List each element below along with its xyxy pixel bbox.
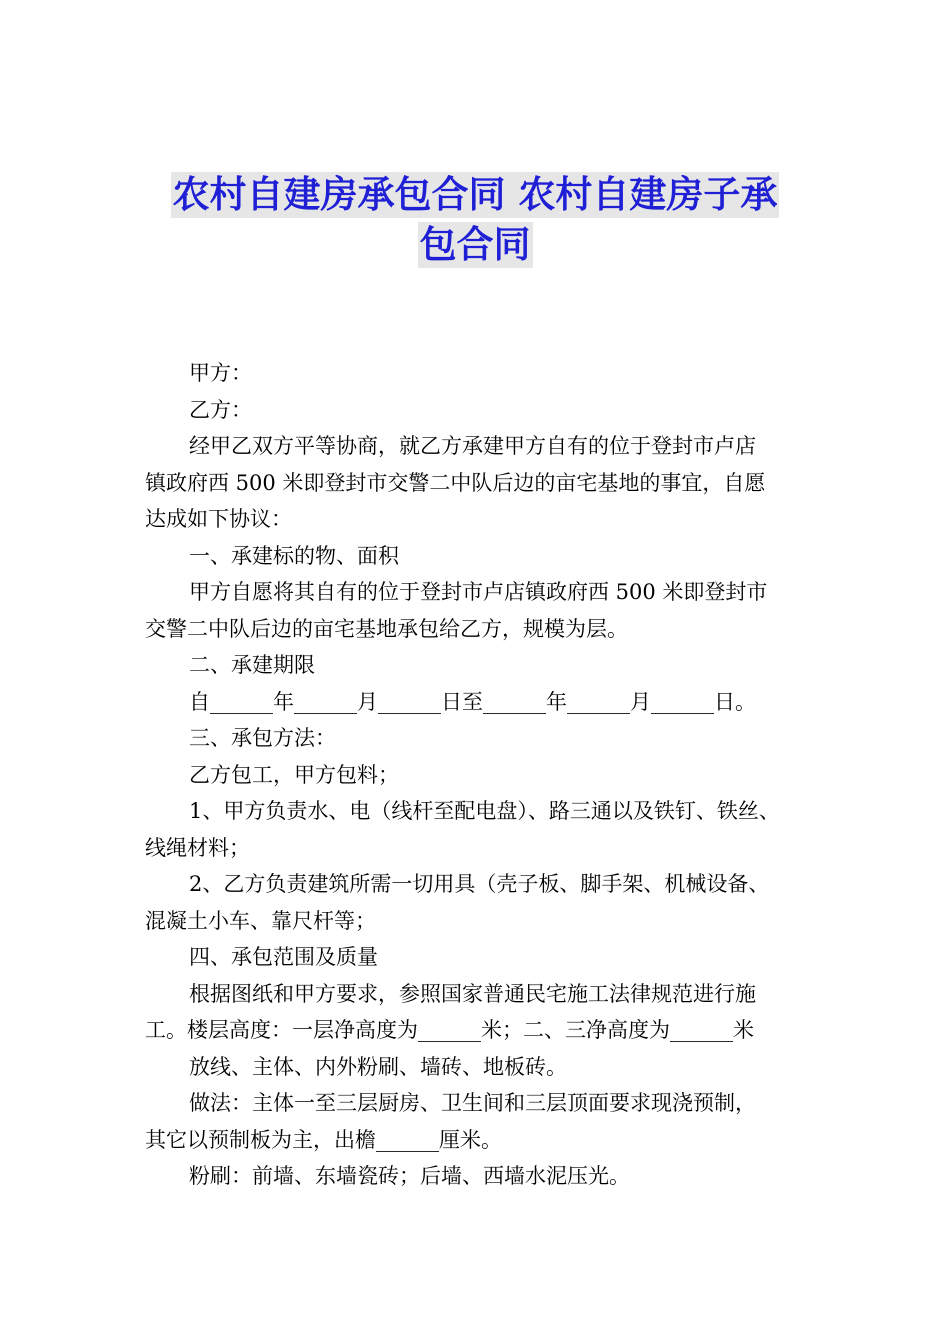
body-line: 经甲乙双方平等协商，就乙方承建甲方自有的位于登封市卢店 [189,434,756,458]
title-line-2: 包合同 [419,223,531,266]
body-line: 自______年______月______日至______年______月______日。 [189,689,756,714]
body-line: 2、乙方负责建筑所需一切用具（壳子板、脚手架、机械设备、 [189,872,770,896]
document-title [0,172,950,272]
document-body [145,355,825,1195]
body-line: 混凝土小车、靠尺杆等； [145,908,376,933]
section-heading: 二、承建期限 [189,653,315,677]
body-line: 交警二中队后边的亩宅基地承包给乙方，规模为层。 [145,616,628,641]
body-line: 其它以预制板为主，出檐______厘米。 [145,1127,502,1152]
body-line: 1、甲方负责水、电（线杆至配电盘）、路三通以及铁钉、铁丝、 [189,799,780,823]
body-line: 达成如下协议： [145,507,292,531]
body-line: 乙方： [189,397,252,422]
body-line: 做法：主体一至三层厨房、卫生间和三层顶面要求现浇预制， [189,1091,756,1115]
section-heading: 一、承建标的物、面积 [189,543,399,568]
body-line: 粉刷：前墙、东墙瓷砖；后墙、西墙水泥压光。 [189,1164,630,1188]
body-line: 乙方包工，甲方包料； [189,762,399,787]
body-line: 甲方自愿将其自有的位于登封市卢店镇政府西 500 米即登封市 [189,580,768,604]
section-heading: 三、承包方法： [189,726,336,750]
title-line-1: 农村自建房承包合同 农村自建房子承 [172,173,778,216]
body-line: 根据图纸和甲方要求，参照国家普通民宅施工法律规范进行施 [189,981,756,1006]
body-line: 甲方： [189,361,252,385]
section-heading: 四、承包范围及质量 [189,945,378,969]
body-line: 放线、主体、内外粉刷、墙砖、地板砖。 [189,1054,567,1079]
body-line: 镇政府西 500 米即登封市交警二中队后边的亩宅基地的事宜，自愿 [145,470,766,495]
body-line: 线绳材料； [145,835,250,860]
body-line: 工。楼层高度：一层净高度为______米；二、三净高度为______米 [145,1018,754,1042]
